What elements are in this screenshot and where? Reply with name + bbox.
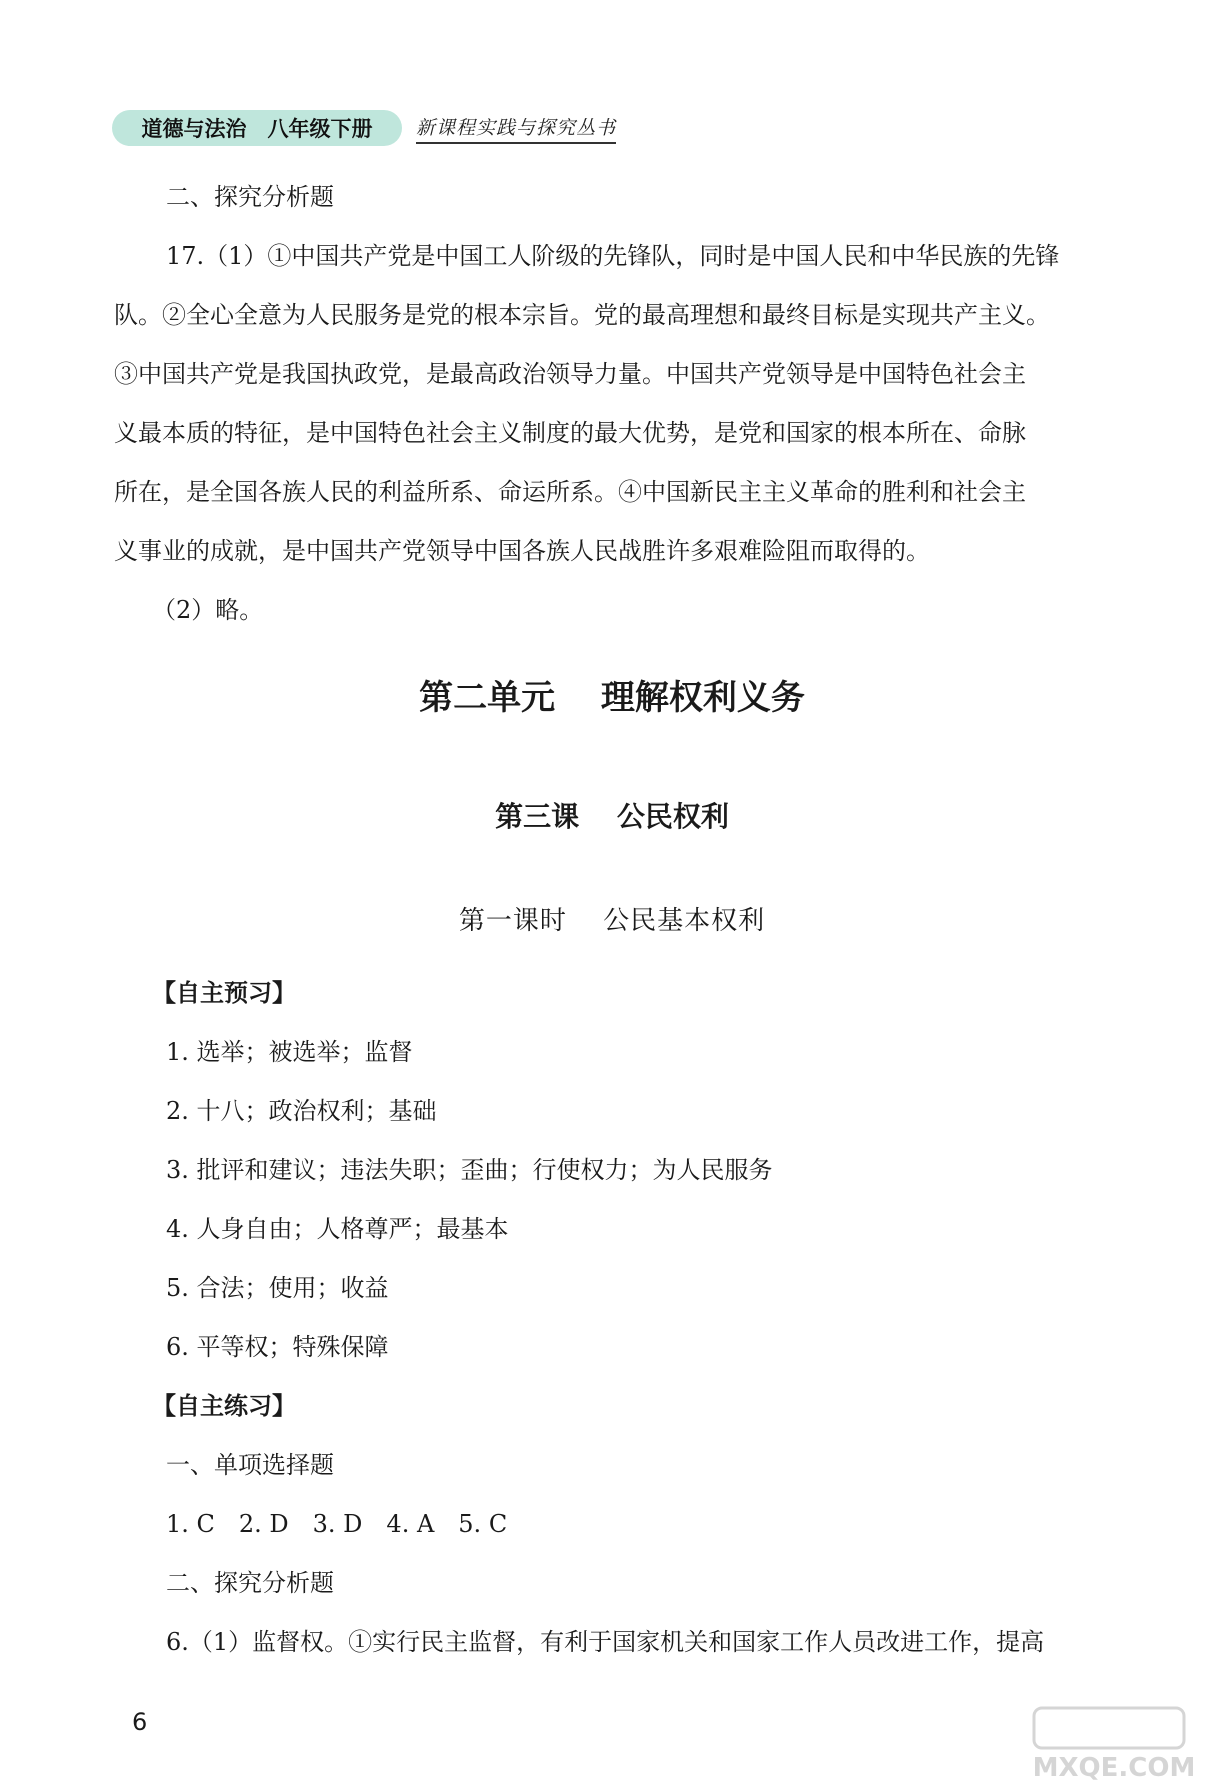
answer-line: 17.（1）①中国共产党是中国工人阶级的先锋队，同时是中国人民和中华民族的先锋 [166, 242, 1060, 270]
section-heading-inquiry: 二、探究分析题 [166, 183, 334, 211]
preview-item: 3. 批评和建议；违法失职；歪曲；行使权力；为人民服务 [166, 1156, 773, 1184]
answer-line: 队。②全心全意为人民服务是党的根本宗旨。党的最高理想和最终目标是实现共产主义。 [114, 301, 1050, 329]
page-number: 6 [132, 1708, 148, 1736]
lesson-title: 第三课 公民权利 [495, 800, 729, 833]
book-series-label: 新课程实践与探究丛书 [416, 113, 616, 144]
answer-line: 义事业的成就，是中国共产党领导中国各族人民战胜许多艰难险阻而取得的。 [114, 537, 930, 565]
preview-item: 5. 合法；使用；收益 [166, 1274, 389, 1302]
running-header [112, 110, 616, 146]
preview-item: 1. 选举；被选举；监督 [166, 1038, 413, 1066]
subject-grade-label: 道德与法治 八年级下册 [112, 110, 402, 146]
section-heading-choice: 一、单项选择题 [166, 1451, 334, 1479]
period-title: 第一课时 公民基本权利 [458, 906, 766, 936]
unit-title: 第二单元 理解权利义务 [419, 678, 805, 718]
answer-line: 6.（1）监督权。①实行民主监督，有利于国家机关和国家工作人员改进工作，提高 [166, 1628, 1045, 1656]
watermark-text: MXQE.COM [1032, 1753, 1196, 1783]
answer-line: 义最本质的特征，是中国特色社会主义制度的最大优势，是党和国家的根本所在、命脉 [114, 419, 1026, 447]
section-heading-inquiry-2: 二、探究分析题 [166, 1569, 334, 1597]
practice-heading: 【自主练习】 [152, 1392, 296, 1420]
preview-item: 2. 十八；政治权利；基础 [166, 1097, 437, 1125]
choice-answers: 1. C 2. D 3. D 4. A 5. C [166, 1510, 508, 1538]
preview-item: 4. 人身自由；人格尊严；最基本 [166, 1215, 509, 1243]
preview-item: 6. 平等权；特殊保障 [166, 1333, 389, 1361]
answer-line: （2）略。 [152, 596, 264, 624]
preview-heading: 【自主预习】 [152, 979, 296, 1007]
answer-line: ③中国共产党是我国执政党，是最高政治领导力量。中国共产党领导是中国特色社会主 [114, 360, 1026, 388]
answer-line: 所在，是全国各族人民的利益所系、命运所系。④中国新民主主义革命的胜利和社会主 [114, 478, 1026, 506]
site-watermark-icon [1024, 1704, 1204, 1784]
